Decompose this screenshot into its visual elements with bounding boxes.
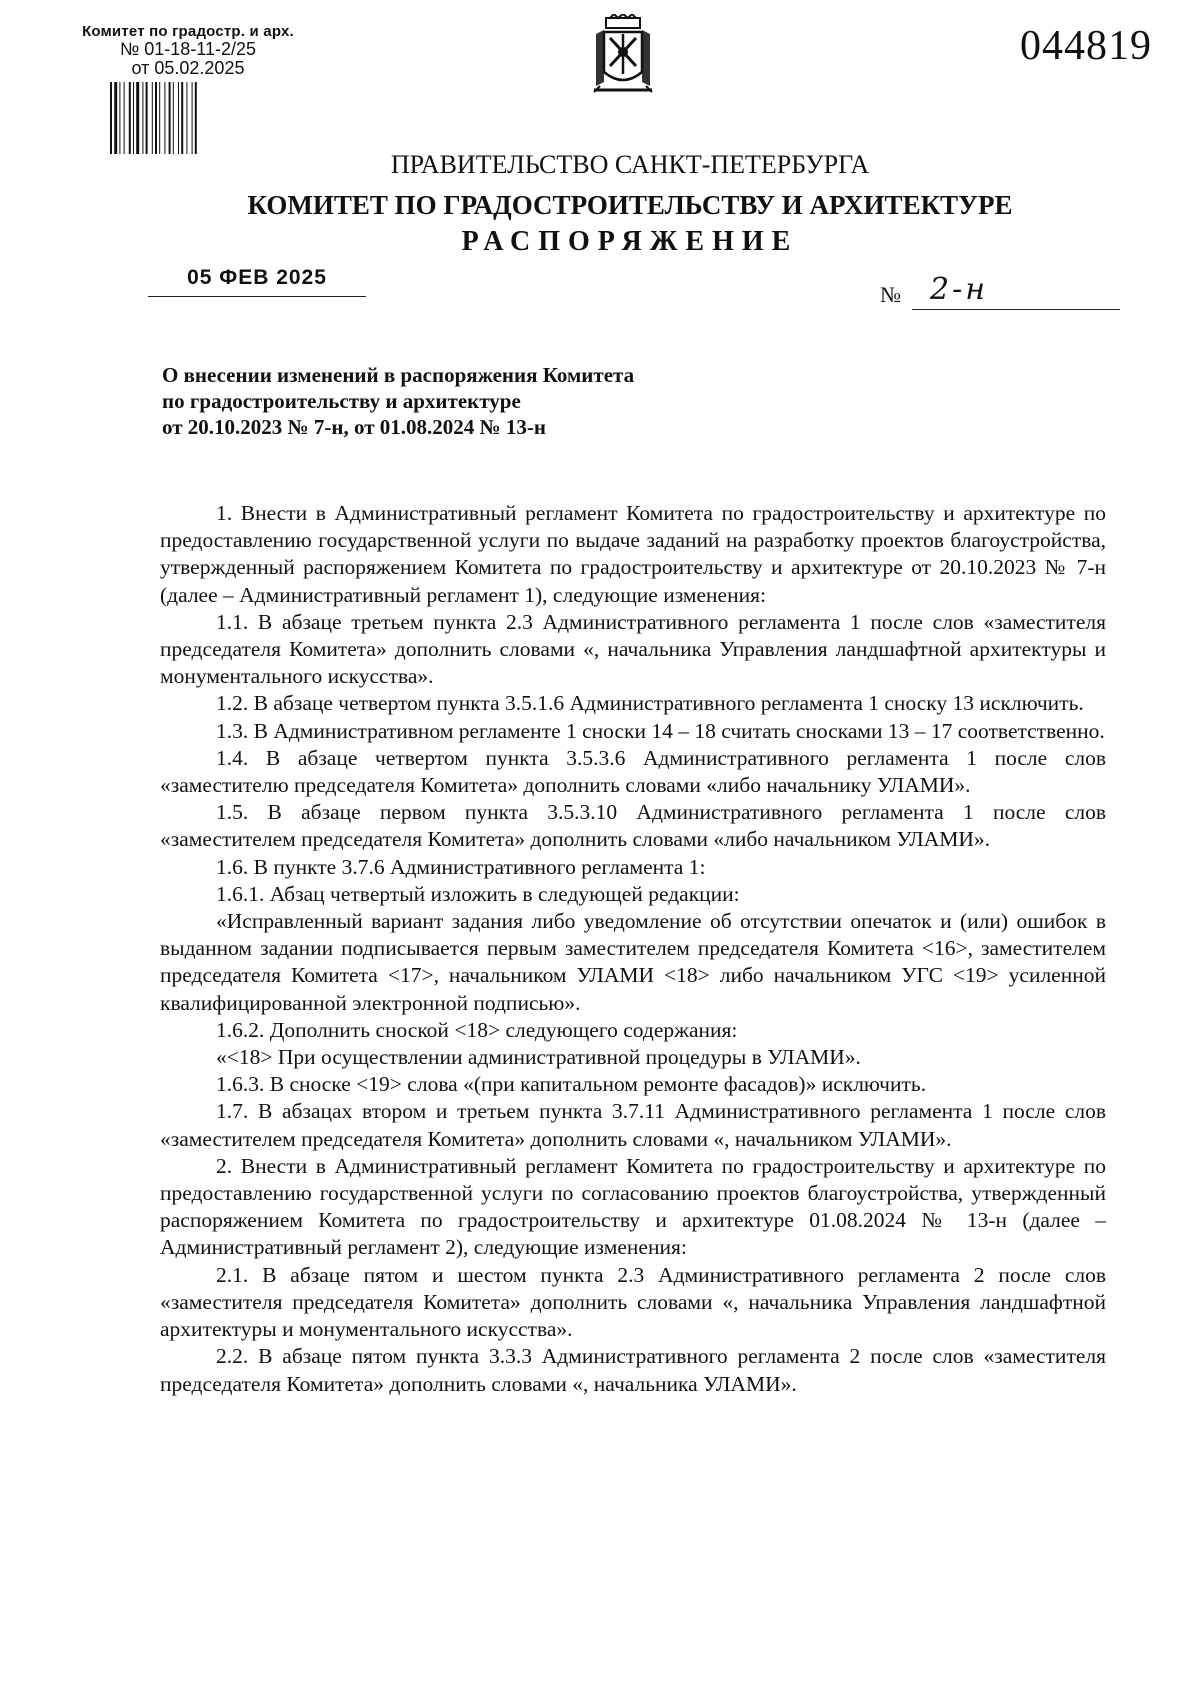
subject-line: от 20.10.2023 № 7-н, от 01.08.2024 № 13-н — [162, 415, 546, 439]
barcode — [108, 82, 268, 154]
stamp-date: от 05.02.2025 — [131, 57, 245, 78]
paragraph: «<18> При осуществлении административной процедуры в УЛАМИ». — [216, 1045, 861, 1070]
barcode-bar — [124, 82, 125, 154]
barcode-bar — [169, 82, 171, 154]
document-body — [160, 500, 1106, 1398]
barcode-bar — [152, 82, 153, 154]
paragraph: 1.6.3. В сноске <19> слова «(при капитальном ремонте фасадов)» исключить. — [216, 1072, 927, 1097]
paragraph: «Исправленный вариант задания либо уведомление об отсутствии опечаток и (или) ошибок в выданном задании подписывается первым заместителем председателя Комитета <16>, заместителем председателя Комитета <17>, начальником УЛАМИ <18> либо начальником УГС <19> усиленной квалифицированной электронной подписью». — [160, 909, 1106, 1015]
number-underline — [912, 309, 1120, 310]
registration-number: 044819 — [1020, 23, 1152, 69]
paragraph: 2.2. В абзаце пятом пункта 3.3.3 Административного регламента 2 после слов «заместителя председателя Комитета» дополнить словами «, начальника УЛАМИ». — [160, 1344, 1106, 1396]
document-number — [880, 272, 1120, 312]
barcode-bar — [192, 82, 193, 154]
barcode-bar — [164, 82, 165, 154]
barcode-bar — [110, 82, 112, 154]
barcode-bar — [129, 82, 131, 154]
paragraph: 2. Внести в Административный регламент Комитета по градостроительству и архитектуре по предоставлению государственной услуги по согласованию проектов благоустройства, утвержденный распоряжением Комитета по градостроительству и архитектуре 01.08.2024 № 13-н (далее – Административный регламент 2), следующие изменения: — [160, 1153, 1106, 1260]
coat-of-arms-icon — [590, 14, 656, 94]
handwritten-number: 2-н — [930, 272, 988, 307]
paragraph: 1.1. В абзаце третьем пункта 2.3 Административного регламента 1 после слов «заместителя председателя Комитета» дополнить словами «, начальника Управления ландшафтной архитектуры и монументального искусства». — [160, 609, 1106, 689]
barcode-bar — [195, 82, 197, 154]
barcode-bar — [186, 82, 187, 154]
government-title: ПРАВИТЕЛЬСТВО САНКТ-ПЕТЕРБУРГА — [390, 150, 870, 179]
paragraph: 1. Внести в Административный регламент Комитета по градостроительству и архитектуре по предоставлению государственной услуги по выдаче заданий на разработку проектов благоустройства, утвержденный распоряжением Комитета по градостроительству и архитектуре от 20.10.2023 № 7-н (далее – Административный регламент 1), следующие изменения: — [160, 501, 1106, 607]
paragraph: 1.6. В пункте 3.7.6 Административного регламента 1: — [216, 854, 706, 879]
number-sign: № — [880, 282, 901, 307]
registration-stamp — [58, 24, 318, 154]
barcode-bar — [181, 82, 183, 154]
paragraph: 1.3. В Административном регламенте 1 сноски 14 – 18 считать сносками 13 – 17 соответственно. — [216, 718, 1105, 743]
barcode-bar — [142, 82, 143, 154]
barcode-bar — [114, 82, 117, 154]
paragraph: 2.1. В абзаце пятом и шестом пункта 2.3 Административного регламента 2 после слов «заместителя председателя Комитета» дополнить словами «, начальника Управления ландшафтной архитектуры и монументального искусства». — [160, 1262, 1106, 1342]
paragraph: 1.5. В абзаце первом пункта 3.5.3.10 Административного регламента 1 после слов «заместителем председателя Комитета» дополнить словами «либо начальником УЛАМИ». — [160, 800, 1106, 852]
subject-line: О внесении изменений в распоряжения Комитета — [162, 363, 635, 387]
paragraph: 1.4. В абзаце четвертом пункта 3.5.3.6 Административного регламента 1 после слов «заместителю председателя Комитета» дополнить словами «либо начальнику УЛАМИ». — [160, 745, 1106, 798]
barcode-bar — [146, 82, 148, 154]
stamp-number: № 01-18-11-2/25 — [119, 38, 257, 59]
barcode-bar — [155, 82, 157, 154]
barcode-bar — [178, 82, 179, 154]
document-date: 05 ФЕВ 2025 — [148, 266, 366, 297]
barcode-bar — [173, 82, 174, 154]
paragraph: 1.6.2. Дополнить сноской <18> следующего содержания: — [216, 1017, 738, 1042]
paragraph: 1.2. В абзаце четвертом пункта 3.5.1.6 Административного регламента 1 сноску 13 исключить. — [216, 691, 1084, 716]
barcode-bar — [136, 82, 139, 154]
barcode-bar — [133, 82, 134, 154]
document-subject — [162, 362, 862, 440]
paragraph: 1.7. В абзацах втором и третьем пункта 3.7.11 Административного регламента 1 после слов «заместителем председателя Комитета» дополнить словами «, начальником УЛАМИ». — [160, 1099, 1106, 1151]
barcode-bar — [119, 82, 120, 154]
barcode-bar — [159, 82, 160, 154]
committee-title: КОМИТЕТ ПО ГРАДОСТРОИТЕЛЬСТВУ И АРХИТЕКТУРЕ — [247, 190, 1013, 220]
stamp-organization: Комитет по градостр. и арх. — [82, 23, 294, 40]
subject-line: по градостроительству и архитектуре — [162, 389, 521, 413]
document-type: РАСПОРЯЖЕНИЕ — [461, 226, 799, 257]
paragraph: 1.6.1. Абзац четвертый изложить в следующей редакции: — [216, 881, 740, 906]
